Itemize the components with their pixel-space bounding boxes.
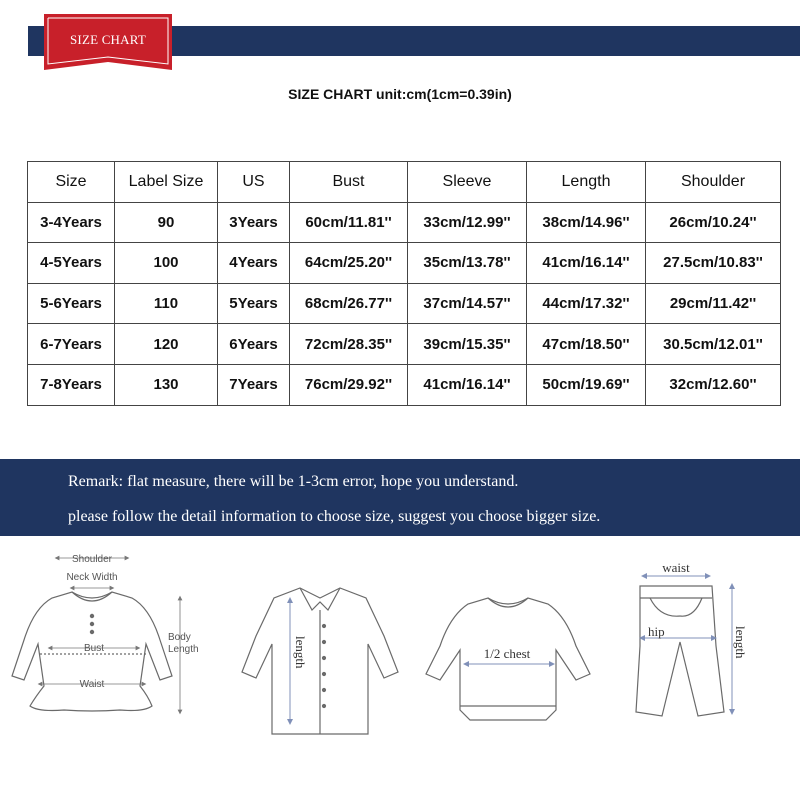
cell-sleeve: 41cm/16.14'' bbox=[408, 364, 527, 405]
cell-shoulder: 32cm/12.60'' bbox=[646, 364, 781, 405]
pants-length-label: length bbox=[733, 626, 748, 659]
header-us: US bbox=[218, 162, 290, 203]
dress-neck-width-label: Neck Width bbox=[66, 572, 118, 583]
badge-label: SIZE CHART bbox=[70, 32, 146, 47]
cell-sleeve: 33cm/12.99'' bbox=[408, 202, 527, 243]
table-row bbox=[28, 243, 781, 284]
dress-shoulder-label: Shoulder bbox=[71, 554, 113, 565]
table-row bbox=[28, 364, 781, 405]
sweater-chest-label: 1/2 chest bbox=[483, 646, 531, 661]
cell-sleeve: 35cm/13.78'' bbox=[408, 243, 527, 284]
table-row bbox=[28, 324, 781, 365]
size-table bbox=[27, 161, 781, 406]
header-shoulder: Shoulder bbox=[646, 162, 781, 203]
cell-bust: 64cm/25.20'' bbox=[290, 243, 408, 284]
pants-diagram bbox=[636, 586, 724, 716]
cell-us: 3Years bbox=[218, 202, 290, 243]
pants-waist-label: waist bbox=[662, 560, 690, 575]
header-label-size: Label Size bbox=[115, 162, 218, 203]
cell-us: 4Years bbox=[218, 243, 290, 284]
remark-banner bbox=[0, 459, 800, 536]
size-chart-badge bbox=[44, 14, 172, 70]
cell-label-size: 90 bbox=[115, 202, 218, 243]
cell-shoulder: 26cm/10.24'' bbox=[646, 202, 781, 243]
chart-title: SIZE CHART unit:cm(1cm=0.39in) bbox=[288, 86, 512, 102]
cell-bust: 72cm/28.35'' bbox=[290, 324, 408, 365]
measurement-diagrams bbox=[0, 536, 800, 800]
dress-length-label: Length bbox=[168, 644, 199, 655]
cell-length: 47cm/18.50'' bbox=[527, 324, 646, 365]
cell-shoulder: 27.5cm/10.83'' bbox=[646, 243, 781, 284]
header-bust: Bust bbox=[290, 162, 408, 203]
cell-bust: 68cm/26.77'' bbox=[290, 283, 408, 324]
cell-shoulder: 30.5cm/12.01'' bbox=[646, 324, 781, 365]
dress-body-label: Body bbox=[168, 632, 191, 643]
cell-label-size: 100 bbox=[115, 243, 218, 284]
cell-length: 41cm/16.14'' bbox=[527, 243, 646, 284]
cell-length: 50cm/19.69'' bbox=[527, 364, 646, 405]
cell-size: 5-6Years bbox=[28, 283, 115, 324]
header-sleeve: Sleeve bbox=[408, 162, 527, 203]
dress-bust-label: Bust bbox=[83, 643, 105, 654]
shirt-length-label: length bbox=[293, 636, 308, 669]
pants-hip-label: hip bbox=[648, 624, 665, 639]
table-header-row bbox=[28, 162, 781, 203]
remark-line-2: please follow the detail information to choose size, suggest you choose bigger size. bbox=[68, 508, 601, 525]
cell-size: 7-8Years bbox=[28, 364, 115, 405]
table-row bbox=[28, 283, 781, 324]
cell-length: 38cm/14.96'' bbox=[527, 202, 646, 243]
cell-shoulder: 29cm/11.42'' bbox=[646, 283, 781, 324]
cell-label-size: 110 bbox=[115, 283, 218, 324]
cell-us: 7Years bbox=[218, 364, 290, 405]
header-size: Size bbox=[28, 162, 115, 203]
cell-length: 44cm/17.32'' bbox=[527, 283, 646, 324]
cell-size: 6-7Years bbox=[28, 324, 115, 365]
table-row bbox=[28, 202, 781, 243]
cell-label-size: 130 bbox=[115, 364, 218, 405]
cell-size: 4-5Years bbox=[28, 243, 115, 284]
dress-waist-label: Waist bbox=[79, 679, 105, 690]
cell-bust: 76cm/29.92'' bbox=[290, 364, 408, 405]
cell-sleeve: 39cm/15.35'' bbox=[408, 324, 527, 365]
cell-sleeve: 37cm/14.57'' bbox=[408, 283, 527, 324]
cell-label-size: 120 bbox=[115, 324, 218, 365]
header-length: Length bbox=[527, 162, 646, 203]
cell-us: 5Years bbox=[218, 283, 290, 324]
cell-size: 3-4Years bbox=[28, 202, 115, 243]
remark-line-1: Remark: flat measure, there will be 1-3cm error, hope you understand. bbox=[68, 473, 519, 490]
shirt-diagram bbox=[242, 588, 398, 734]
cell-bust: 60cm/11.81'' bbox=[290, 202, 408, 243]
cell-us: 6Years bbox=[218, 324, 290, 365]
